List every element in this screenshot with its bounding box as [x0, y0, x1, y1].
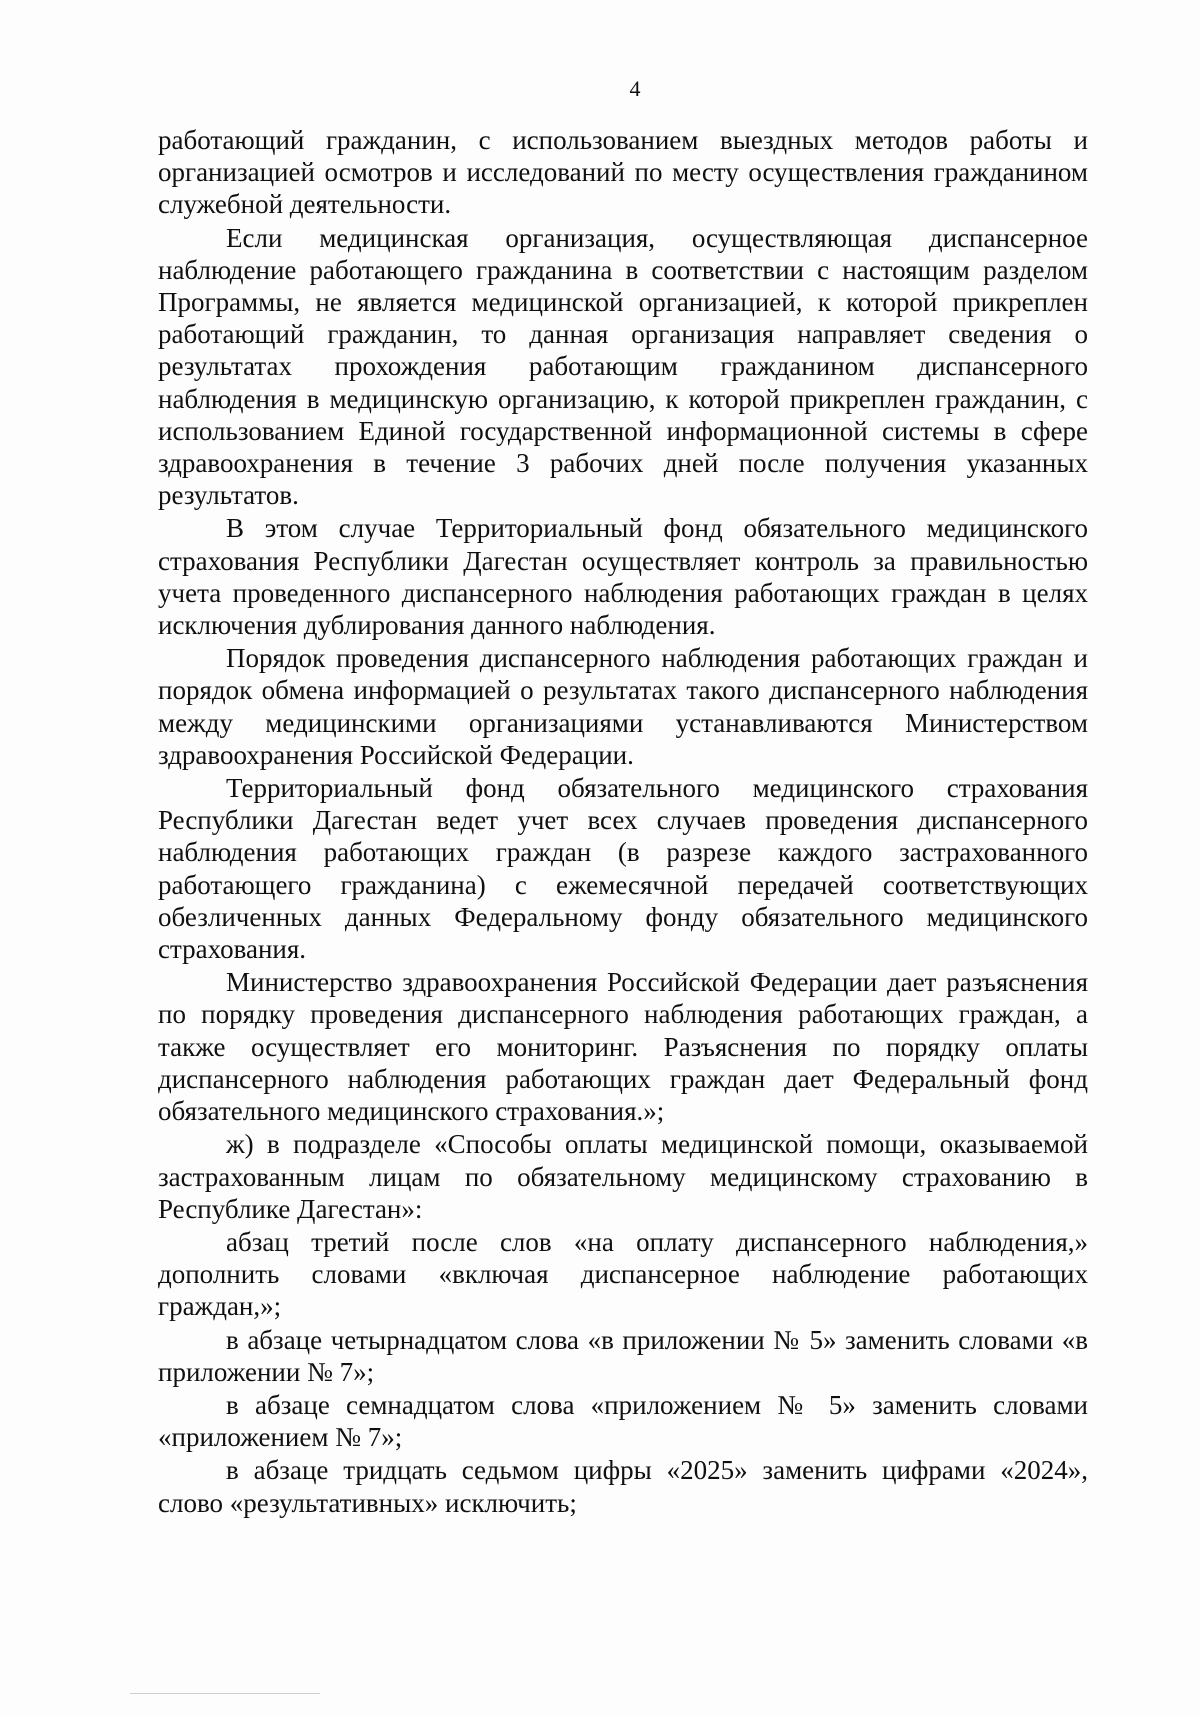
scan-edge-line	[130, 1693, 320, 1694]
page-number: 4	[629, 76, 641, 101]
paragraph-amendment-fourteenth: в абзаце четырнадцатом слова «в приложении № 5» заменить словами «в приложении № 7»;	[158, 1324, 1088, 1387]
paragraph-amendment-thirty-seventh: в абзаце тридцать седьмом цифры «2025» заменить цифрами «2024», слово «результативных» исключить;	[158, 1455, 1088, 1518]
paragraph-amendment-seventeenth: в абзаце семнадцатом слова «приложением № 5» заменить словами «приложением № 7»;	[158, 1389, 1088, 1453]
paragraph-continuation: работающий гражданин, с использованием выездных методов работы и организацией осмотров и исследований по месту осуществления гражданином служебной деятельности.	[158, 125, 1088, 220]
paragraph-procedure: Порядок проведения диспансерного наблюдения работающих граждан и порядок обмена информацией о результатах такого диспансерного наблюдения между медицинскими организациями устанавливаются Министерством здравоохранения Российской Федерации.	[158, 643, 1088, 770]
paragraph-territorial-fund-control: В этом случае Территориальный фонд обязательного медицинского страхования Республики Дагестан осуществляет контроль за правильностью учета проведенного диспансерного наблюдения работающих граждан в целях исключения дублирования данного наблюдения.	[158, 513, 1088, 641]
paragraph-territorial-fund-accounting: Территориальный фонд обязательного медицинского страхования Республики Дагестан ведет учет всех случаев проведения диспансерного наблюдения работающих граждан (в разрезе каждого застрахованного работающего гражданина) с ежемесячной передачей соответствующих обезличенных данных Федеральному фонду обязательного медицинского страхования.	[158, 773, 1088, 965]
paragraph-amendment-third: абзац третий после слов «на оплату диспансерного наблюдения,» дополнить словами «включая диспансерное наблюдение работающих граждан,»;	[158, 1226, 1088, 1322]
paragraph-subsection-zh: ж) в подразделе «Способы оплаты медицинской помощи, оказываемой застрахованным лицам по обязательному медицинскому страхованию в Республике Дагестан»:	[158, 1129, 1088, 1224]
paragraph-medical-organization: Если медицинская организация, осуществляющая диспансерное наблюдение работающего гражданина в соответствии с настоящим разделом Программы, не является медицинской организацией, к которой прикреплен работающий гражданин, то данная организация направляет сведения о результатах прохождения работающим гражданином диспансерного наблюдения в медицинскую организацию, к которой прикреплен гражданин, с использованием Единой государственной информационной системы в сфере здравоохранения в течение 3 рабочих дней после получения указанных результатов.	[158, 222, 1088, 511]
document-body	[158, 124, 1088, 1520]
paragraph-ministry-clarifications: Министерство здравоохранения Российской Федерации дает разъяснения по порядку проведения диспансерного наблюдения работающих граждан, а также осуществляет его мониторинг. Разъяснения по порядку оплаты диспансерного наблюдения работающих граждан дает Федеральный фонд обязательного медицинского страхования.»;	[158, 967, 1088, 1127]
